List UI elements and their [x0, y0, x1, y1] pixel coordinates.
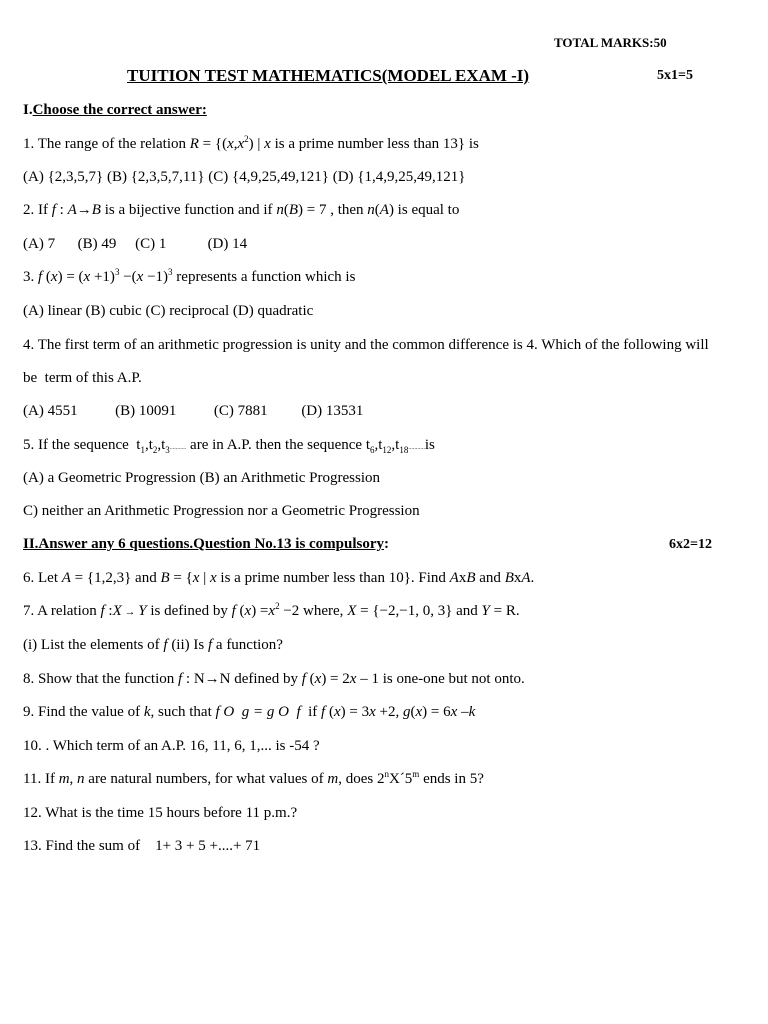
section1-marks: 5x1=5: [657, 68, 693, 83]
arrow-icon: →: [204, 671, 220, 687]
question-4-line2: be term of this A.P.: [23, 370, 142, 386]
question-12: 12. What is the time 15 hours before 11 p.m.?: [23, 805, 298, 821]
section2-marks: 6x2=12: [669, 537, 712, 552]
question-1-options: (A) {2,3,5,7} (B) {2,3,5,7,11} (C) {4,9,25,49,121} (D) {1,4,9,25,49,121}: [23, 169, 466, 185]
section2-heading: II.Answer any 6 questions.Question No.13 is compulsory:: [23, 536, 390, 552]
question-3-options: (A) linear (B) cubic (C) reciprocal (D) quadratic: [23, 303, 314, 319]
question-7-parts: (i) List the elements of f (ii) Is f a function?: [23, 637, 283, 653]
question-11: 11. If m, n are natural numbers, for what values of m, does 2$^n$X´5$^m$ ends in 5?: [23, 769, 484, 787]
question-3: 3. f $(x) = (x +1)^3 -(x -1)^3$ represents a function which is: [23, 267, 356, 285]
section1-roman: I.: [23, 102, 33, 118]
question-10: 10. . Which term of an A.P. 16, 11, 6, 1,... is -54 ?: [23, 738, 320, 754]
exam-title: TUITION TEST MATHEMATICS(MODEL EXAM -I): [127, 66, 530, 85]
question-5-option-2: C) neither an Arithmetic Progression nor a Geometric Progression: [23, 503, 420, 519]
section1-title: Choose the correct answer:: [32, 102, 207, 118]
arrow-icon: →: [76, 202, 92, 218]
question-8: 8. Show that the function f : N→N defined by f (x) = 2x – 1 is one-one but not onto.: [23, 671, 525, 687]
section1-heading: [23, 102, 207, 119]
question-5: 5. If the sequence $t_1,t_2,t_3$........... are in A.P. then the sequence $t_6,t_{12},t_{18}...........is$: [23, 437, 435, 455]
question-1: 1. The range of the relation $R = \{(x,x^2)$ | x is a prime number less than 13} is: [23, 134, 479, 152]
section2-title: II.Answer any 6 questions.Question No.13 is compulsory: [23, 536, 385, 552]
question-2-options: (A) 7 (B) 49 (C) 1 (D) 14: [23, 236, 248, 252]
question-2: 2. If f : A→B is a bijective function and if n(B) = 7 , then n(A) is equal to: [23, 202, 460, 218]
question-9: 9. Find the value of k, such that f O g = g O f if f (x) = 3x +2, g(x) = 6x –k: [23, 704, 476, 720]
arrow-icon: →: [121, 606, 139, 618]
question-4-line1: 4. The first term of an arithmetic progression is unity and the common difference is 4. Which of the following will: [23, 337, 709, 353]
question-6: 6. Let A = {1,2,3} and B = {x | x is a prime number less than 10}. Find AxB and BxA.: [23, 570, 535, 586]
question-13: 13. Find the sum of 1+ 3 + 5 +....+ 71: [23, 838, 261, 854]
question-4-options: (A) 4551 (B) 10091 (C) 7881 (D) 13531: [23, 403, 364, 419]
total-marks: TOTAL MARKS:50: [554, 35, 667, 50]
question-7: 7. A relation f :X → Y is defined by f $(x) =x^2 -2$ where, X = {−2,−1, 0, 3} and Y = R.: [23, 601, 520, 619]
question-5-option-1: (A) a Geometric Progression (B) an Arithmetic Progression: [23, 470, 381, 486]
